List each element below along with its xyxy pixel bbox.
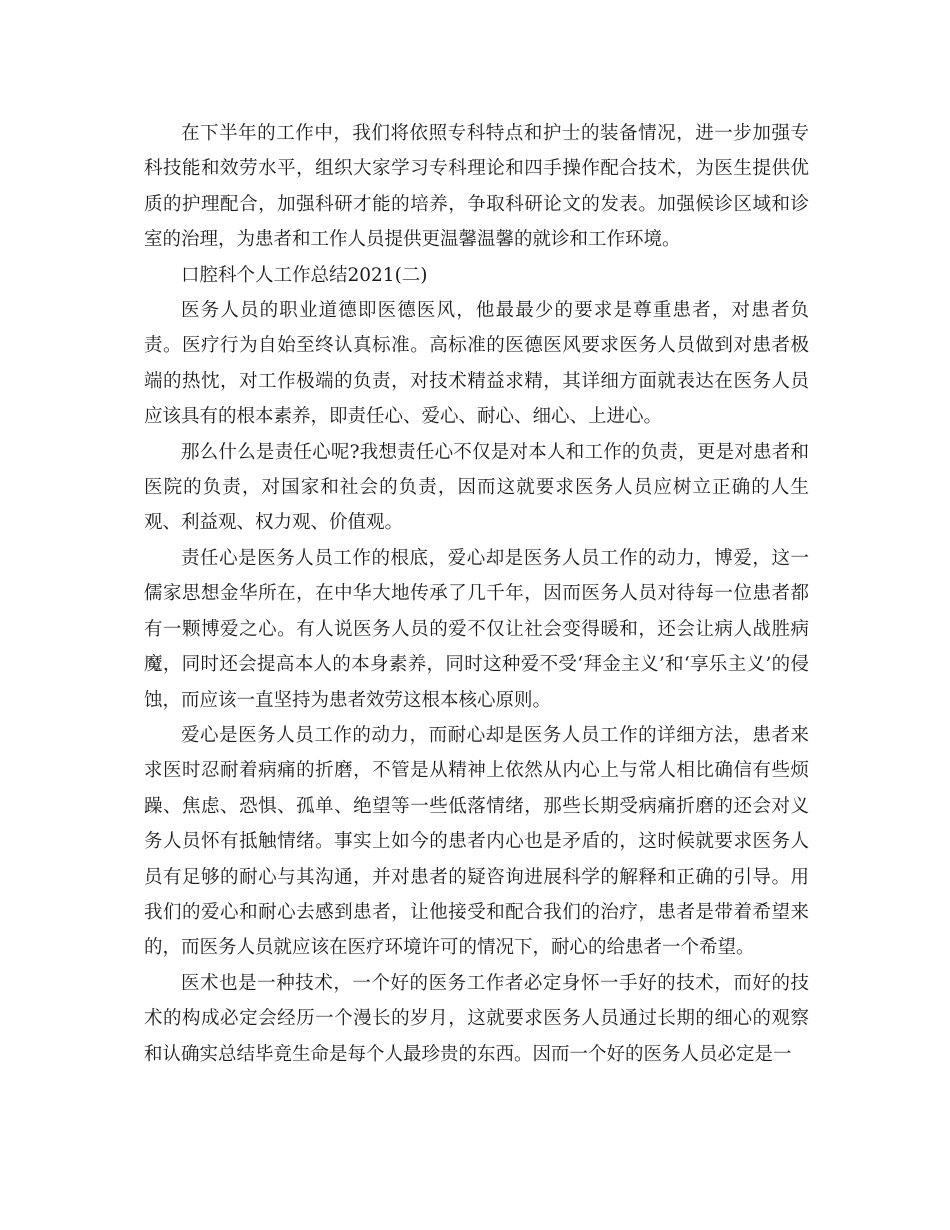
document-body <box>144 116 809 1072</box>
paragraph-plan: 在下半年的工作中，我们将依照专科特点和护士的装备情况，进一步加强专科技能和效劳水平，组织大家学习专科理论和四手操作配合技术，为医生提供优质的护理配合，加强科研才能的培养，争取科研论文的发表。加强候诊区域和诊室的治理，为患者和工作人员提供更温馨温馨的就诊和工作环境。 <box>144 123 809 251</box>
paragraph-patience: 爱心是医务人员工作的动力，而耐心却是医务人员工作的详细方法，患者来求医时忍耐着病痛的折磨，不管是从精神上依然从内心上与常人相比确信有些烦躁、焦虑、恐惧、孤单、绝望等一些低落情绪，那些长期受病痛折磨的还会对义务人员怀有抵触情绪。事实上如今的患者内心也是矛盾的，这时候就要求医务人员有足够的耐心与其沟通，并对患者的疑咨询进展科学的解释和正确的引导。用我们的爱心和耐心去感到患者，让他接受和配合我们的治疗，患者是带着希望来的，而医务人员就应该在医疗环境许可的情况下，耐心的给患者一个希望。 <box>144 724 809 959</box>
paragraph-ethics: 医务人员的职业道德即医德医风，他最最少的要求是尊重患者，对患者负责。医疗行为自始至终认真标准。高标准的医德医风要求医务人员做到对患者极端的热忱，对工作极端的负责，对技术精益求精，其详细方面就表达在医务人员应该具有的根本素养，即责任心、爱心、耐心、细心、上进心。 <box>144 300 809 428</box>
paragraph-skill: 医术也是一种技术，一个好的医务工作者必定身怀一手好的技术，而好的技术的构成必定会经历一个漫长的岁月，这就要求医务人员通过长期的细心的观察和认确实总结毕竟生命是每个人最珍贵的东西。因而一个好的医务人员必定是一 <box>144 972 809 1065</box>
paragraph-responsibility: 那么什么是责任心呢?我想责任心不仅是对本人和工作的负责，更是对患者和医院的负责，对国家和社会的负责，因而这就要求医务人员应树立正确的人生观、利益观、权力观、价值观。 <box>144 441 809 534</box>
paragraph-love: 责任心是医务人员工作的根底，爱心却是医务人员工作的动力，博爱，这一儒家思想金华所在，在中华大地传承了几千年，因而医务人员对待每一位患者都有一颗博爱之心。有人说医务人员的爱不仅让社会变得暖和，还会让病人战胜病魔，同时还会提高本人的本身素养，同时这种爱不受‘拜金主义’和‘享乐主义’的侵蚀，而应该一直坚持为患者效劳这根本核心原则。 <box>144 547 809 711</box>
section-heading: 口腔科个人工作总结2021(二) <box>181 264 428 286</box>
